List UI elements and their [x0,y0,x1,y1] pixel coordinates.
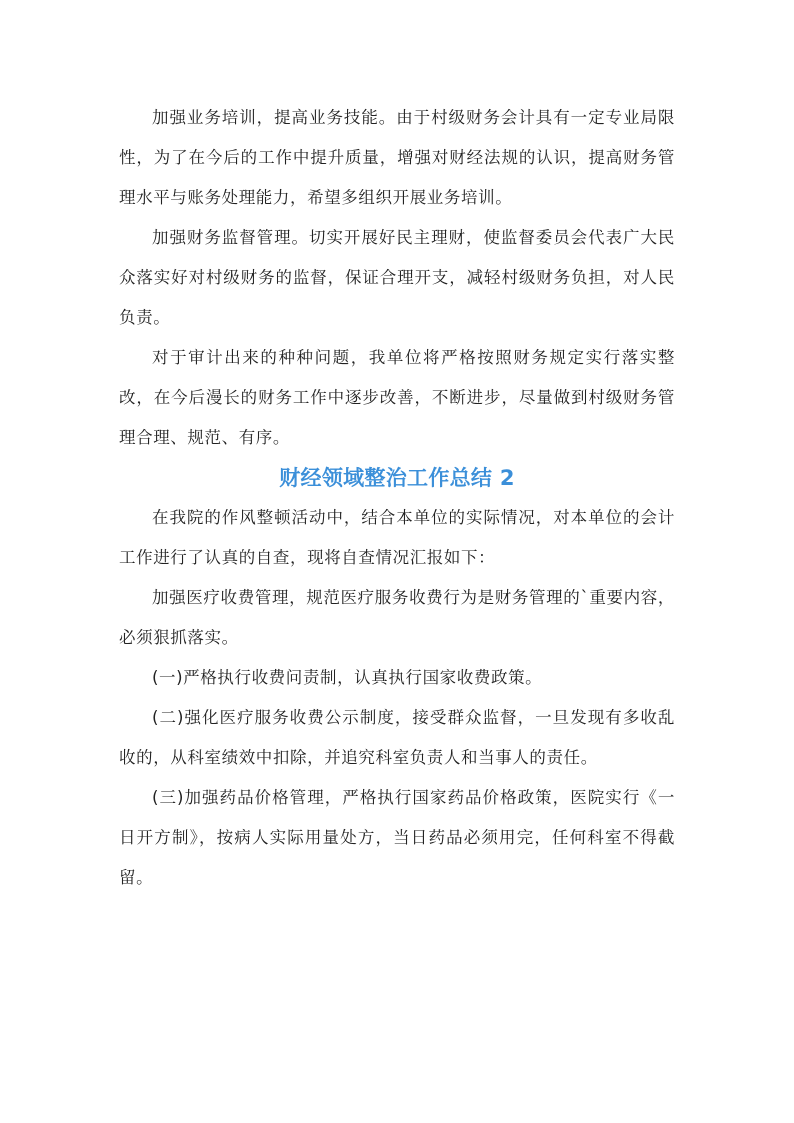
paragraph-item-two: (二)强化医疗服务收费公示制度，接受群众监督，一旦发现有多收乱收的，从科室绩效中扣除，并追究科室负责人和当事人的责任。 [119,708,675,767]
paragraph-financial-supervision: 加强财务监督管理。切实开展好民主理财，使监督委员会代表广大民众落实好对村级财务的监督，保证合理开支，减轻村级财务负担，对人民负责。 [119,228,675,327]
paragraph-item-three: (三)加强药品价格管理，严格执行国家药品价格政策，医院实行《一日开方制》，按病人实际用量处方，当日药品必须用完，任何科室不得截留。 [119,788,675,887]
document-body [119,98,675,898]
paragraph-fee-management: 加强医疗收费管理，规范医疗服务收费行为是财务管理的`重要内容，必须狠抓落实。 [119,588,675,647]
paragraph-self-inspection: 在我院的作风整顿活动中，结合本单位的实际情况，对本单位的会计工作进行了认真的自查，现将自查情况汇报如下： [119,508,675,567]
paragraph-item-one: (一)严格执行收费问责制，认真执行国家收费政策。 [152,668,543,687]
paragraph-business-training: 加强业务培训，提高业务技能。由于村级财务会计具有一定专业局限性，为了在今后的工作中提升质量，增强对财经法规的认识，提高财务管理水平与账务处理能力，希望多组织开展业务培训。 [119,108,675,207]
section-title: 财经领域整治工作总结 2 [279,466,515,490]
paragraph-audit-rectification: 对于审计出来的种种问题，我单位将严格按照财务规定实行落实整改，在今后漫长的财务工作中逐步改善，不断进步，尽量做到村级财务管理合理、规范、有序。 [119,348,675,447]
